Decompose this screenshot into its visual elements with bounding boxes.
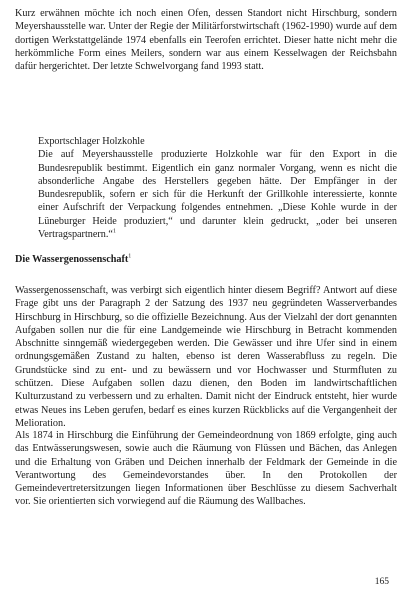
document-page — [15, 5, 397, 595]
section-heading — [15, 253, 397, 267]
quote-text: Die auf Meyershausstelle produzierte Holzkohle war für den Export in die Bundesrepublik bestimmt. Eigentlich ein ganz normaler Vorgang, wenn es nicht die absonderliche Angabe des Herstellers gegeben hätte. Der Empfänger in der Bundesrepublik, sofern er sich für die Herkunft der Grillkohle interessierte, konnte einer Aufschrift der Verpackung folgendes entnehmen. „Diese Kohle wurde in der Lüneburger Heide produziert,“ und darunter klein gedruckt, „oder bei unseren Vertragspartnern.“ — [38, 149, 397, 241]
body-paragraph-2: Wassergenossenschaft, was verbirgt sich eigentlich hinter diesem Begriff? Antwort auf diese Frage gibt uns der Paragraph 2 der Satzung des 1937 neu gegründeten Wasserverbandes Hirschburg in Hirschburg, so die offizielle Bezeichnung. Aus der Vielzahl der dort genannten Aufgaben sollen nur die für eine Landgemeinde wie Hirschburg in Betracht kommenden Abschnitte sinngemäß wiedergegeben werden. Die Gewässer und ihre Ufer sind in einem ordnungsgemäßen Zustand zu halten, ebenso ist deren Wasserabfluss zu regeln. Die Grundstücke sind zu ent- und zu bewässern und vor Hochwasser und Sturmfluten zu schützen. Diese Aufgaben sollen dazu dienen, den Boden im landwirtschaftlichen Kulturzustand zu verbessern und zu erhalten. Damit nicht der Eindruck entsteht, hier wurde etwas Neues ins Leben gerufen, bedarf es eines kurzen Rückblicks auf die Vergangenheit der Melioration. — [15, 285, 397, 429]
quote-footnote-mark: 1 — [112, 228, 116, 235]
intro-paragraph: Kurz erwähnen möchte ich noch einen Ofen, dessen Standort nicht Hirschburg, sondern Meyershausstelle war. Unter der Regie der Militärforstwirtschaft (1962-1990) wurde auf dem dortigen Werkstattgelände 1974 ebenfalls ein Teerofen errichtet. Dieser hatte nicht mehr die herkömmliche Form eines Meilers, sondern war aus einem Kesselwagen der Reichsbahn dafür hergerichtet. Der letzte Schwelvorgang fand 1993 statt. — [15, 8, 397, 73]
quote-title: Exportschlager Holzkohle — [38, 136, 145, 147]
section-heading-text: Die Wassergenossenschaft — [15, 254, 129, 265]
body-paragraph-3: Als 1874 in Hirschburg die Einführung der Gemeindeordnung von 1869 erfolgte, ging auch das Entwässerungswesen, sowie auch die Räumung von Flüssen und Bächen, das Anlegen und die Erhaltung von Gräben und Deichen innerhalb der Feldmark der Gemeinde in die Verantwortung des Gemeindevorstandes über. In den Protokollen der Gemeindevertretersitzungen liegen Informationen über Beschlüsse zu diesem Sachverhalt vor. Sie orientierten sich vorwiegend auf die Räumung des Wallbaches. — [15, 430, 397, 508]
section-footnote-mark: 1 — [128, 253, 132, 260]
page-number: 165 — [374, 577, 389, 587]
quote-box — [38, 135, 397, 241]
